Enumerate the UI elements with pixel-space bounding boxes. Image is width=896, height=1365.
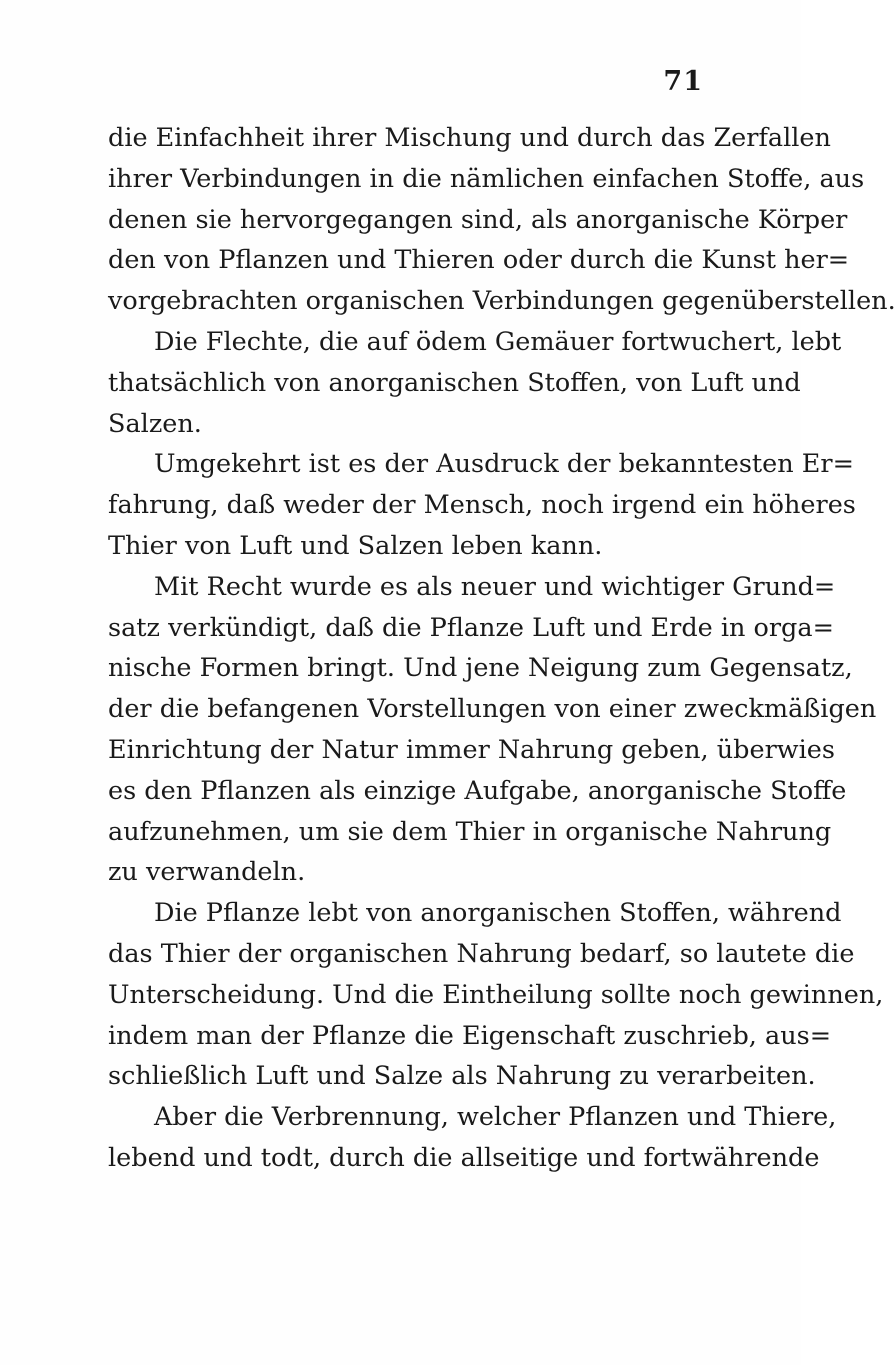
page-number: 71: [663, 66, 703, 97]
text-line: die Einfachheit ihrer Mischung und durch das Zerfallen: [108, 123, 831, 153]
text-line: Mit Recht wurde es als neuer und wichtiger Grund=: [154, 571, 836, 602]
text-line: aufzunehmen, um sie dem Thier in organische Nahrung: [108, 816, 832, 847]
text-line: denen sie hervorgegangen sind, als anorganische Körper: [108, 204, 848, 235]
text-line: thatsächlich von anorganischen Stoffen, von Luft und: [108, 367, 801, 398]
text-line: nische Formen bringt. Und jene Neigung zum Gegensatz,: [108, 653, 853, 684]
text-line: vorgebrachten organischen Verbindungen gegenüberstellen.: [108, 286, 896, 317]
text-line: das Thier der organischen Nahrung bedarf, so lautete die: [108, 938, 855, 969]
text-line: Einrichtung der Natur immer Nahrung geben, überwies: [108, 734, 835, 765]
text-line: Salzen.: [108, 408, 202, 439]
text-line: fahrung, daß weder der Mensch, noch irgend ein höheres: [108, 490, 856, 521]
text-line: indem man der Pflanze die Eigenschaft zuschrieb, aus=: [108, 1020, 832, 1051]
text-line: lebend und todt, durch die allseitige und fortwährende: [108, 1142, 820, 1173]
text-line: Thier von Luft und Salzen leben kann.: [108, 530, 603, 561]
text-line: Die Flechte, die auf ödem Gemäuer fortwuchert, lebt: [154, 326, 842, 357]
text-line: Umgekehrt ist es der Ausdruck der bekanntesten Er=: [154, 449, 854, 480]
text-line: Aber die Verbrennung, welcher Pflanzen und Thiere,: [154, 1102, 837, 1133]
text-line: Unterscheidung. Und die Eintheilung sollte noch gewinnen,: [108, 979, 884, 1010]
text-line: den von Pflanzen und Thieren oder durch die Kunst her=: [108, 245, 850, 276]
text-line: schließlich Luft und Salze als Nahrung zu verarbeiten.: [108, 1061, 816, 1092]
body-text: [108, 118, 896, 1179]
text-line: zu verwandeln.: [108, 857, 306, 888]
text-line: satz verkündigt, daß die Pflanze Luft und Erde in orga=: [108, 612, 834, 643]
text-line: ihrer Verbindungen in die nämlichen einfachen Stoffe, aus: [108, 163, 865, 194]
text-line: es den Pflanzen als einzige Aufgabe, anorganische Stoffe: [108, 775, 847, 806]
text-line: Die Pflanze lebt von anorganischen Stoffen, während: [154, 898, 842, 929]
text-line: der die befangenen Vorstellungen von einer zweckmäßigen: [108, 694, 877, 725]
